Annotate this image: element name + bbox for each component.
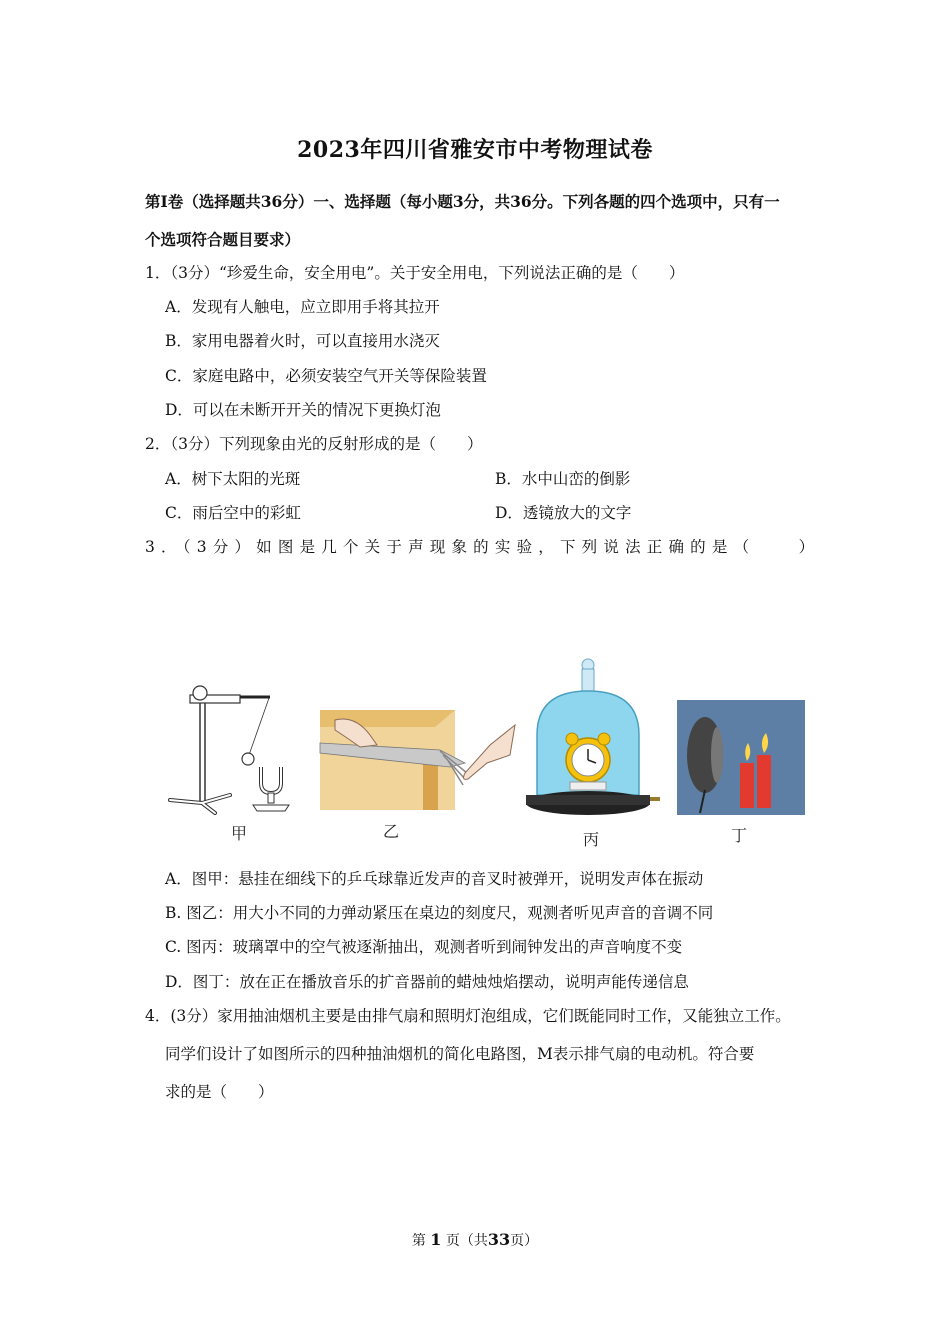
- figure-label-ding: 丁: [730, 826, 748, 845]
- footer-total-pages: 33: [487, 1230, 511, 1249]
- question-4-stem-line1: 4．(3分）家用抽油烟机主要是由排气扇和照明灯泡组成，它们既能同时工作，又能独立工作。: [145, 1007, 791, 1025]
- page-title: 2023年四川省雅安市中考物理试卷: [297, 137, 653, 163]
- question-3-option-d: D．图丁：放在正在播放音乐的扩音器前的蜡烛烛焰摆动，说明声能传递信息: [165, 973, 689, 991]
- question-3-stem: 3．（3分）如图是几个关于声现象的实验，下列说法正确的是（ ）: [145, 538, 821, 556]
- question-4-stem-line2: 同学们设计了如图所示的四种抽油烟机的简化电路图，M表示排气扇的电动机。符合要: [165, 1045, 755, 1063]
- sound-experiments-figure: [165, 655, 815, 855]
- figure-bing-bell-jar: [526, 659, 660, 815]
- question-1-option-c: C．家庭电路中，必须安装空气开关等保险装置: [165, 367, 487, 385]
- figure-label-bing: 丙: [582, 830, 600, 849]
- figure-yi-ruler-on-table: [320, 710, 515, 810]
- question-2-option-d: D．透镜放大的文字: [495, 504, 632, 522]
- question-2-option-a: A．树下太阳的光斑: [165, 470, 301, 488]
- question-2-option-b: B．水中山峦的倒影: [495, 470, 631, 488]
- question-3-option-a: A．图甲：悬挂在细线下的乒乓球靠近发声的音叉时被弹开，说明发声体在振动: [165, 870, 704, 888]
- question-3-option-c: C. 图丙：玻璃罩中的空气被逐渐抽出，观测者听到闹钟发出的声音响度不变: [165, 938, 683, 956]
- figure-ding-speaker-candles: [677, 700, 805, 815]
- question-2-option-c: C．雨后空中的彩虹: [165, 504, 301, 522]
- figure-label-jia: 甲: [230, 824, 248, 843]
- question-1-option-d: D．可以在未断开开关的情况下更换灯泡: [165, 401, 441, 419]
- section-header-line2: 个选项符合题目要求）: [145, 230, 301, 249]
- question-1-option-b: B．家用电器着火时，可以直接用水浇灭: [165, 332, 440, 350]
- footer-page-number: 1: [430, 1230, 442, 1249]
- figure-jia-tuning-fork: [170, 686, 289, 813]
- footer-suffix: 页）: [510, 1233, 539, 1249]
- question-4-stem-line3: 求的是（ ）: [165, 1083, 274, 1101]
- question-2-stem: 2．（3分）下列现象由光的反射形成的是（ ）: [145, 435, 483, 453]
- question-3-option-b: B. 图乙：用大小不同的力弹动紧压在桌边的刻度尺，观测者听见声音的音调不同: [165, 904, 714, 922]
- section-header-line1: 第Ⅰ卷（选择题共36分）一、选择题（每小题3分，共36分。下列各题的四个选项中，只有一: [145, 192, 780, 211]
- question-1-stem: 1．（3分）“珍爱生命，安全用电”。关于安全用电，下列说法正确的是（ ）: [145, 264, 685, 282]
- footer-prefix: 第: [411, 1233, 426, 1249]
- question-1-option-a: A．发现有人触电，应立即用手将其拉开: [165, 298, 440, 316]
- footer-middle: 页（共: [445, 1233, 488, 1249]
- page-footer: [0, 1230, 950, 1250]
- sound-experiments-illustration: [165, 655, 815, 855]
- figure-label-yi: 乙: [382, 822, 400, 841]
